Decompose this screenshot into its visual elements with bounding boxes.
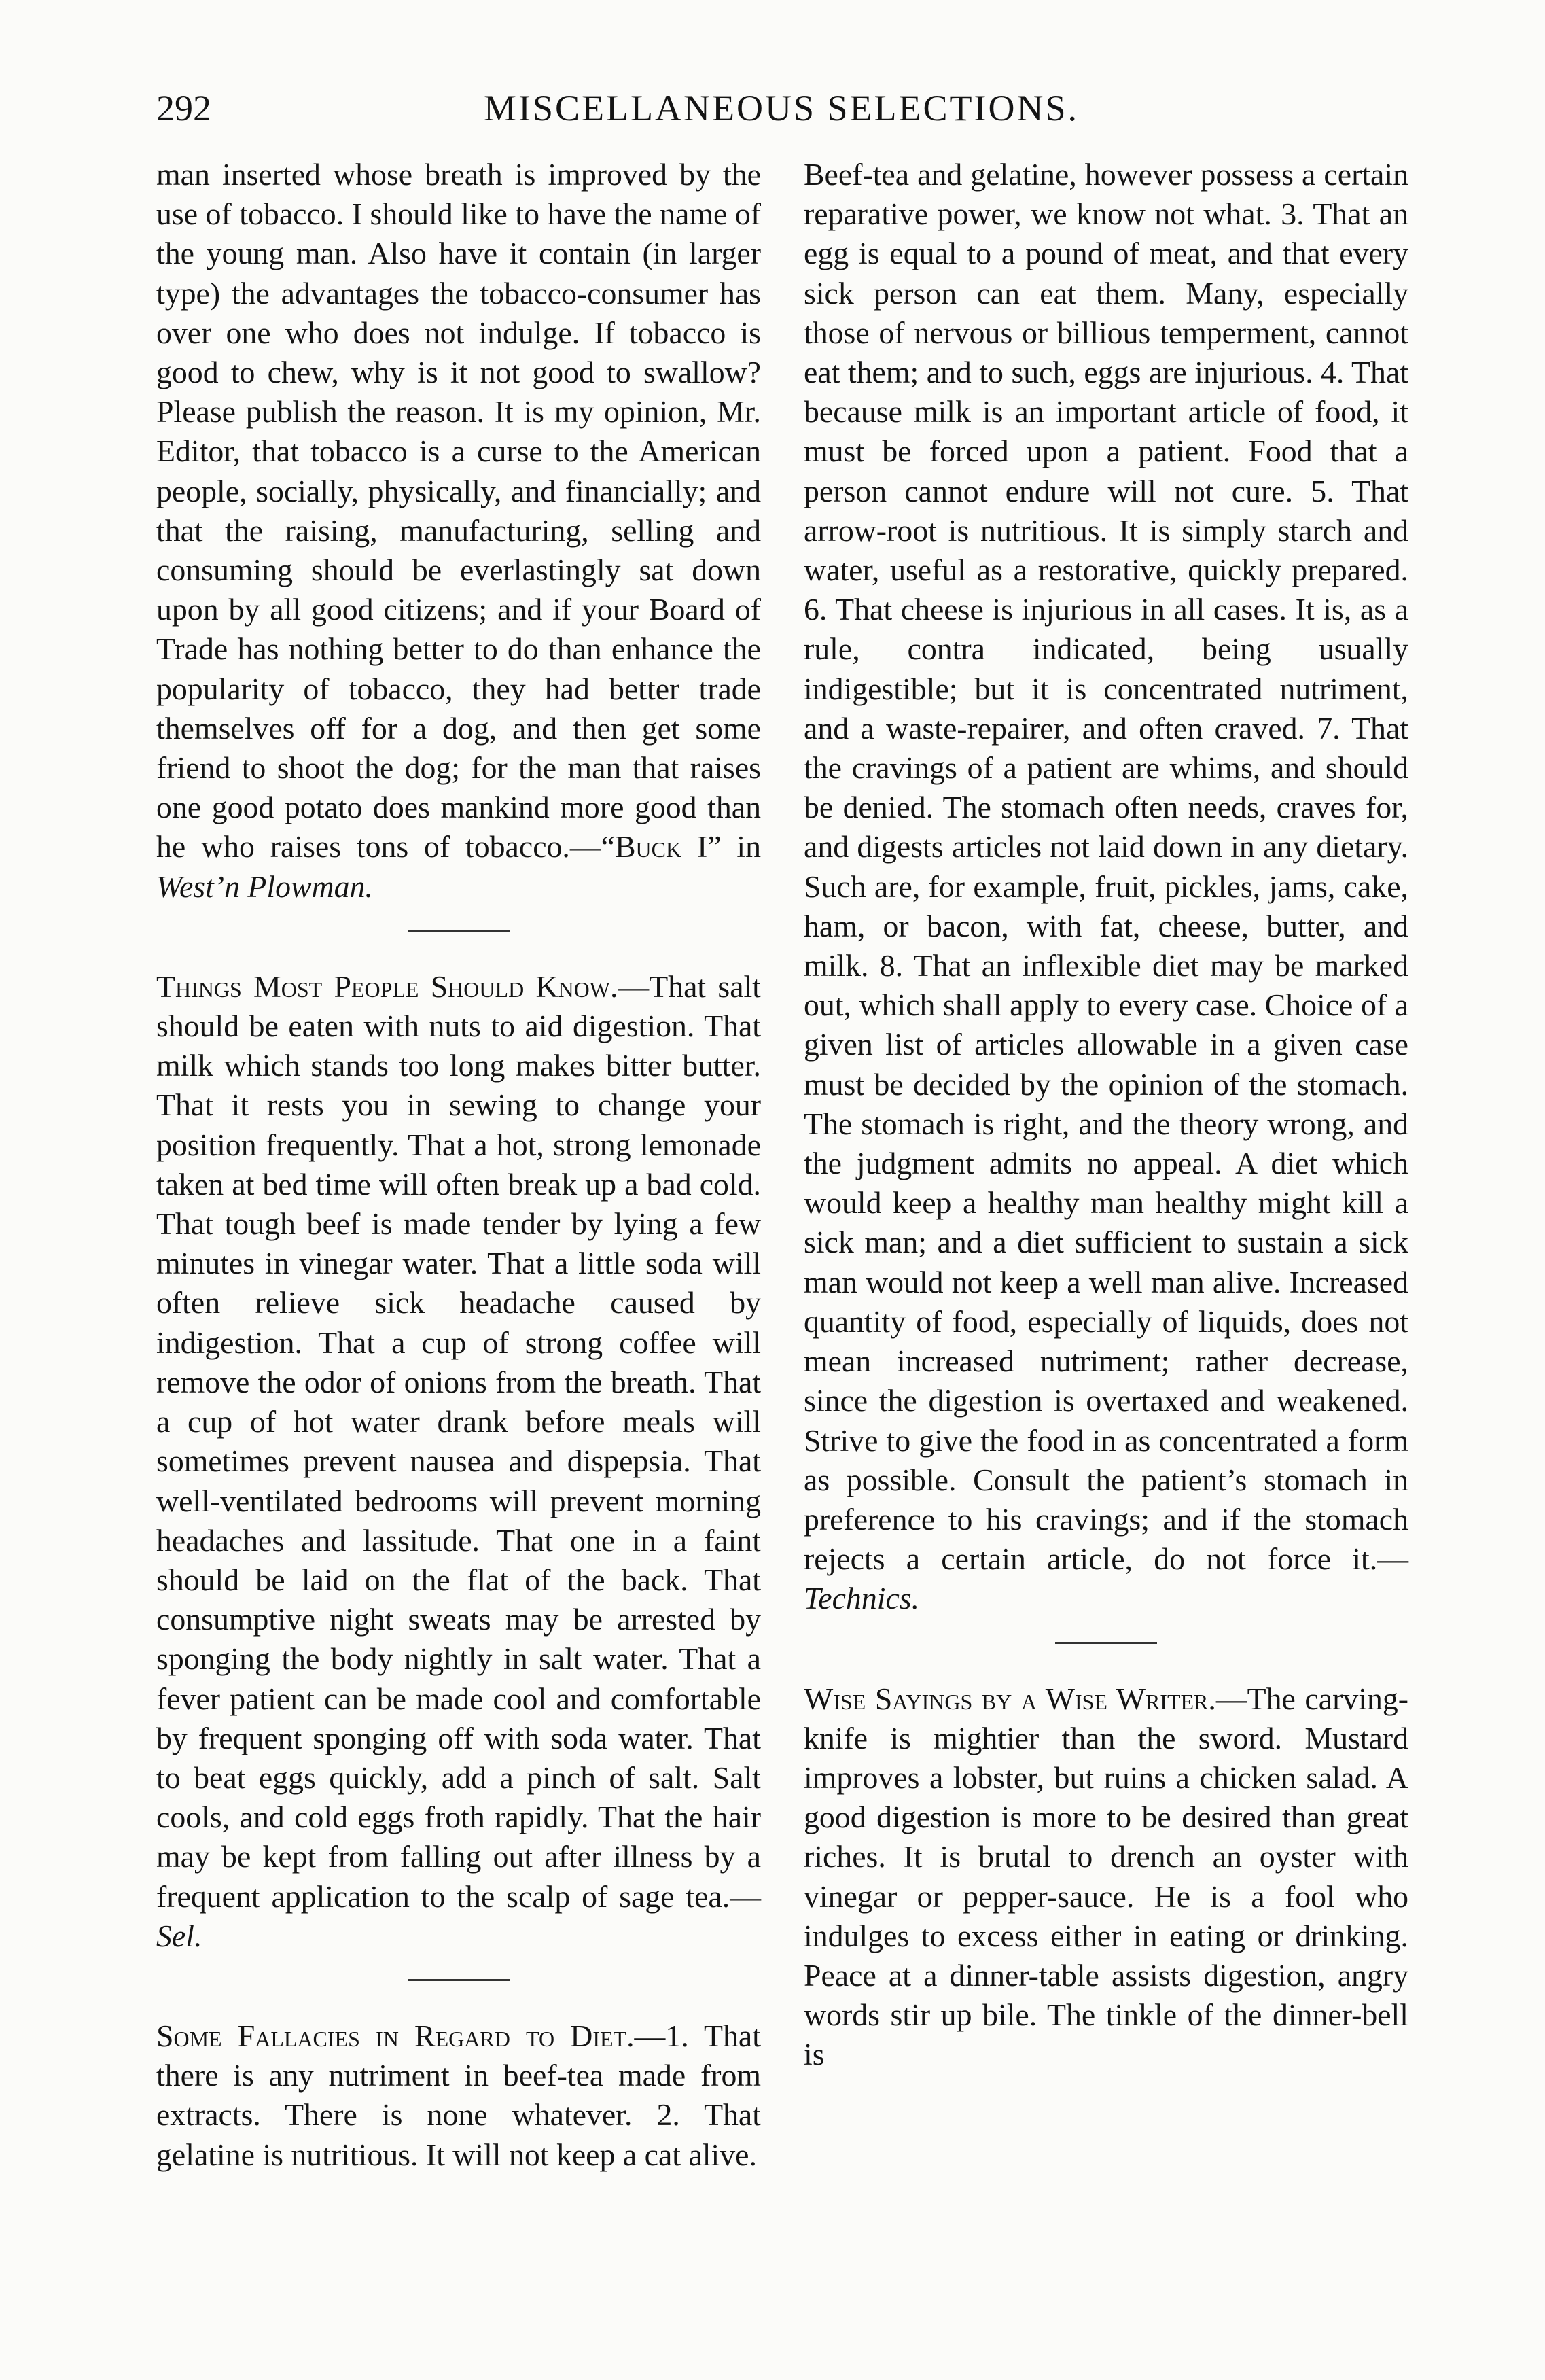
section-divider <box>1055 1642 1157 1644</box>
diet-fallacies-text-continued: Beef-tea and gelatine, however possess a certain reparative power, we know not what. 3. That an egg is equal to a pound of meat, and that every sick person can eat them. Many, especially those of nervous or billious temperment, cannot eat them; and to such, eggs are injurious. 4. That because milk is an important article of food, it must be forced upon a patient. Food that a person cannot endure will not cure. 5. That arrow-root is nutritious. It is simply starch and water, useful as a restorative, quickly prepared. 6. That cheese is injurious in all cases. It is, as a rule, contra indicated, being usually indigestible; but it is concentrated nutriment, and a waste-repairer, and often craved. 7. That the cravings of a patient are whims, and should be denied. The stomach often needs, craves for, and digests articles not laid down in any dietary. Such are, for example, fruit, pickles, jams, cake, ham, or bacon, with fat, cheese, butter, and milk. 8. That an inflexible diet may be marked out, which shall apply to every case. Choice of a given list of articles allowable in a given case must be decided by the opinion of the stomach. The stomach is right, and the theory wrong, and the judgment admits no appeal. A diet which would keep a healthy man healthy might kill a sick man; and a diet sufficient to sustain a sick man would not keep a well man alive. Increased quantity of food, especially of liquids, does not mean increased nutriment; rather decrease, since the digestion is overtaxed and weakened. Strive to give the food in as concentrated a form as possible. Consult the patient’s stomach in preference to his cravings; and if the stomach rejects a certain article, do not force it.— <box>804 157 1408 1577</box>
right-column <box>804 155 1408 2309</box>
left-column <box>156 155 761 2309</box>
tobacco-letter-text: man inserted whose breath is improved by the use of tobacco. I should like to have the name of the young man. Also have it contain (in larger type) the advantages the tobacco-consumer has over one who does not indulge. If tobacco is good to chew, why is it not good to swallow? Please publish the reason. It is my opinion, Mr. Editor, that tobacco is a curse to the American people, socially, physically, and financially; and that the raising, manufacturing, selling and consuming should be everlastingly sat down upon by all good citizens; and if your Board of Trade has nothing better to do than enhance the popularity of tobacco, they had better trade themselves off for a dog, and then get some friend to shoot the dog; for the man that raises one good potato does mankind more good than he who raises tons of tobacco.—“ <box>156 157 761 864</box>
page-header <box>156 73 1406 135</box>
things-to-know-heading: Things Most People Should Know. <box>156 968 618 1004</box>
tobacco-letter-source: West’n Plowman. <box>156 869 373 904</box>
wise-sayings-article <box>804 1679 1408 2075</box>
diet-fallacies-source: Technics. <box>804 1581 920 1616</box>
things-to-know-article <box>156 967 761 1956</box>
wise-sayings-text: —The carving-knife is mightier than the sword. Mustard improves a lobster, but ruins a chicken salad. A good digestion is more to be desired than great riches. It is brutal to drench an oyster with vinegar or pepper-sauce. He is a fool who indulges to excess either in eating or drinking. Peace at a dinner-table assists digestion, angry words stir up bile. The tinkle of the dinner-bell is <box>804 1681 1409 2072</box>
tobacco-letter-author: Buck I <box>615 829 708 864</box>
things-to-know-text: —That salt should be eaten with nuts to aid digestion. That milk which stands too long makes bitter butter. That it rests you in sewing to change your position frequently. That a hot, strong lemonade taken at bed time will often break up a bad cold. That tough beef is made tender by lying a few minutes in vinegar water. That a little soda will often relieve sick headache caused by indigestion. That a cup of strong coffee will remove the odor of onions from the breath. That a cup of hot water drank before meals will sometimes prevent nausea and dispepsia. That well-ventilated bedrooms will prevent morning headaches and lassitude. That one in a faint should be laid on the flat of the back. That consumptive night sweats may be arrested by sponging the body nightly in salt water. That a fever patient can be made cool and comfortable by frequent sponging off with soda water. That to beat eggs quickly, add a pinch of salt. Salt cools, and cold eggs froth rapidly. That the hair may be kept from falling out after illness by a frequent application to the scalp of sage tea.— <box>156 968 761 1914</box>
running-title: MISCELLANEOUS SELECTIONS. <box>483 88 1079 128</box>
page-number: 292 <box>156 88 211 128</box>
section-divider <box>408 1979 510 1981</box>
things-to-know-source: Sel. <box>156 1918 202 1953</box>
section-divider <box>408 930 510 932</box>
diet-fallacies-text-start: —1. That there is any nutriment in beef-tea made from extracts. There is none whatever. 2. That gelatine is nutritious. It will not keep a cat alive. <box>156 2018 761 2172</box>
tobacco-letter-paragraph <box>156 155 761 907</box>
wise-sayings-heading: Wise Sayings by a Wise Writer. <box>804 1681 1216 1716</box>
diet-fallacies-heading: Some Fallacies in Regard to Diet. <box>156 2018 635 2053</box>
diet-fallacies-article-continued <box>804 155 1408 1619</box>
diet-fallacies-article-start <box>156 2016 761 2175</box>
tobacco-letter-tail: ” in <box>707 829 761 864</box>
